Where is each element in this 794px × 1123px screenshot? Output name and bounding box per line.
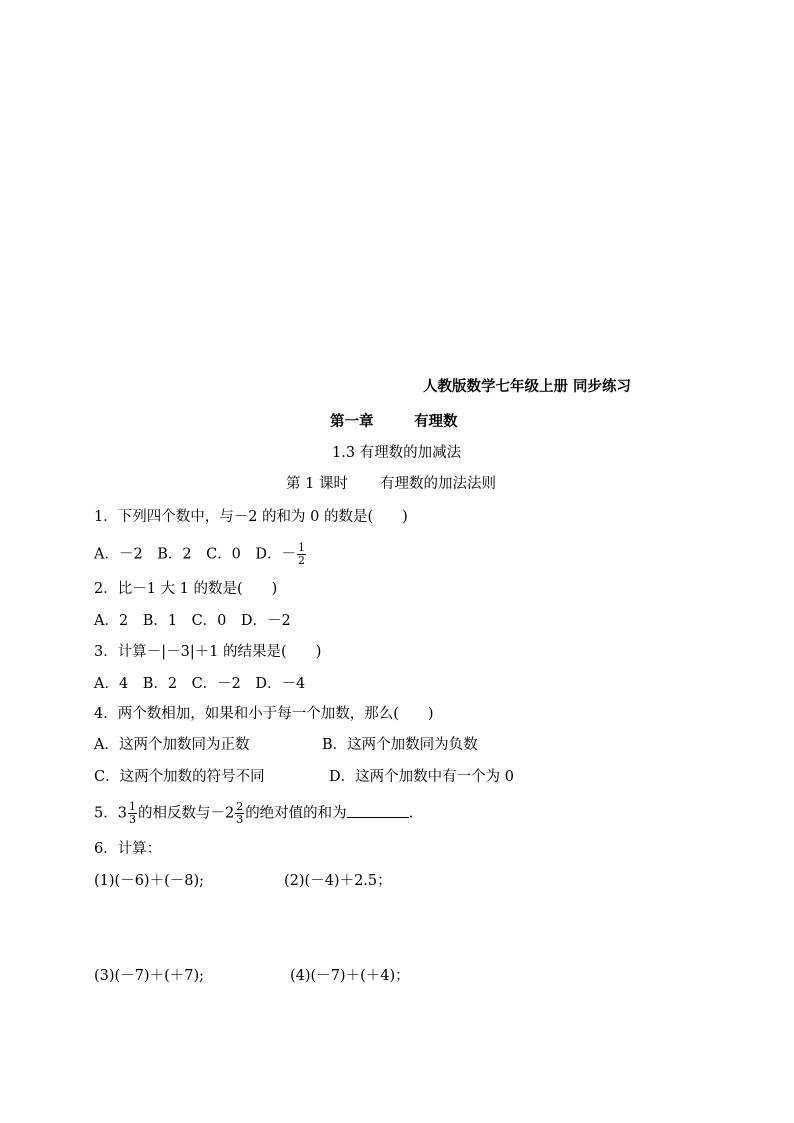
lesson-name: 有理数的加法法则	[380, 476, 496, 492]
section-title: 1.3 有理数的加减法	[332, 445, 462, 461]
question-4-option-c: C．这两个加数的符号不同	[94, 769, 265, 785]
question-5-middle: 的相反数与－2	[137, 805, 235, 822]
fraction-two-thirds: $\frac{2}{3}$	[236, 800, 244, 826]
fraction-one-half: $\frac{1}{2}$	[298, 541, 306, 567]
question-1-options-text: A．－2 B．2 C．0 D．－	[94, 546, 297, 563]
question-2-stem: 2．比－1 大 1 的数是( )	[94, 581, 278, 597]
question-4-option-a: A．这两个加数同为正数	[94, 737, 250, 753]
question-4-option-b: B．这两个加数同为负数	[322, 737, 478, 753]
question-1-options	[94, 542, 307, 567]
question-5	[94, 801, 413, 826]
question-3-stem: 3．计算－|－3|＋1 的结果是( )	[94, 644, 322, 660]
question-5-prefix: 5．3	[94, 805, 127, 822]
question-5-end: .	[408, 805, 414, 822]
question-2-options: A．2 B．1 C．0 D．－2	[94, 613, 291, 629]
question-3-options: A．4 B．2 C．－2 D．－4	[94, 676, 306, 692]
question-6-part-1: (1)(－6)＋(－8);	[94, 873, 205, 889]
question-6-part-4: (4)(－7)＋(＋4)；	[290, 968, 410, 984]
chapter-number: 第一章	[330, 413, 374, 430]
chapter-name: 有理数	[414, 413, 458, 430]
lesson-number: 第 1 课时	[286, 476, 348, 492]
answer-blank[interactable]	[347, 803, 409, 818]
question-4-stem: 4．两个数相加，如果和小于每一个加数，那么( )	[94, 706, 434, 722]
fraction-one-third: $\frac{1}{3}$	[128, 800, 136, 826]
question-4-option-d: D．这两个加数中有一个为 0	[329, 769, 514, 785]
question-6-stem: 6．计算：	[94, 841, 162, 857]
question-6-part-3: (3)(－7)＋(＋7);	[94, 968, 205, 984]
question-1-stem: 1．下列四个数中，与－2 的和为 0 的数是( )	[94, 509, 408, 525]
series-title: 人教版数学七年级上册 同步练习	[423, 378, 632, 395]
question-5-suffix: 的绝对值的和为	[245, 805, 347, 822]
question-6-part-2: (2)(－4)＋2.5；	[284, 873, 392, 889]
